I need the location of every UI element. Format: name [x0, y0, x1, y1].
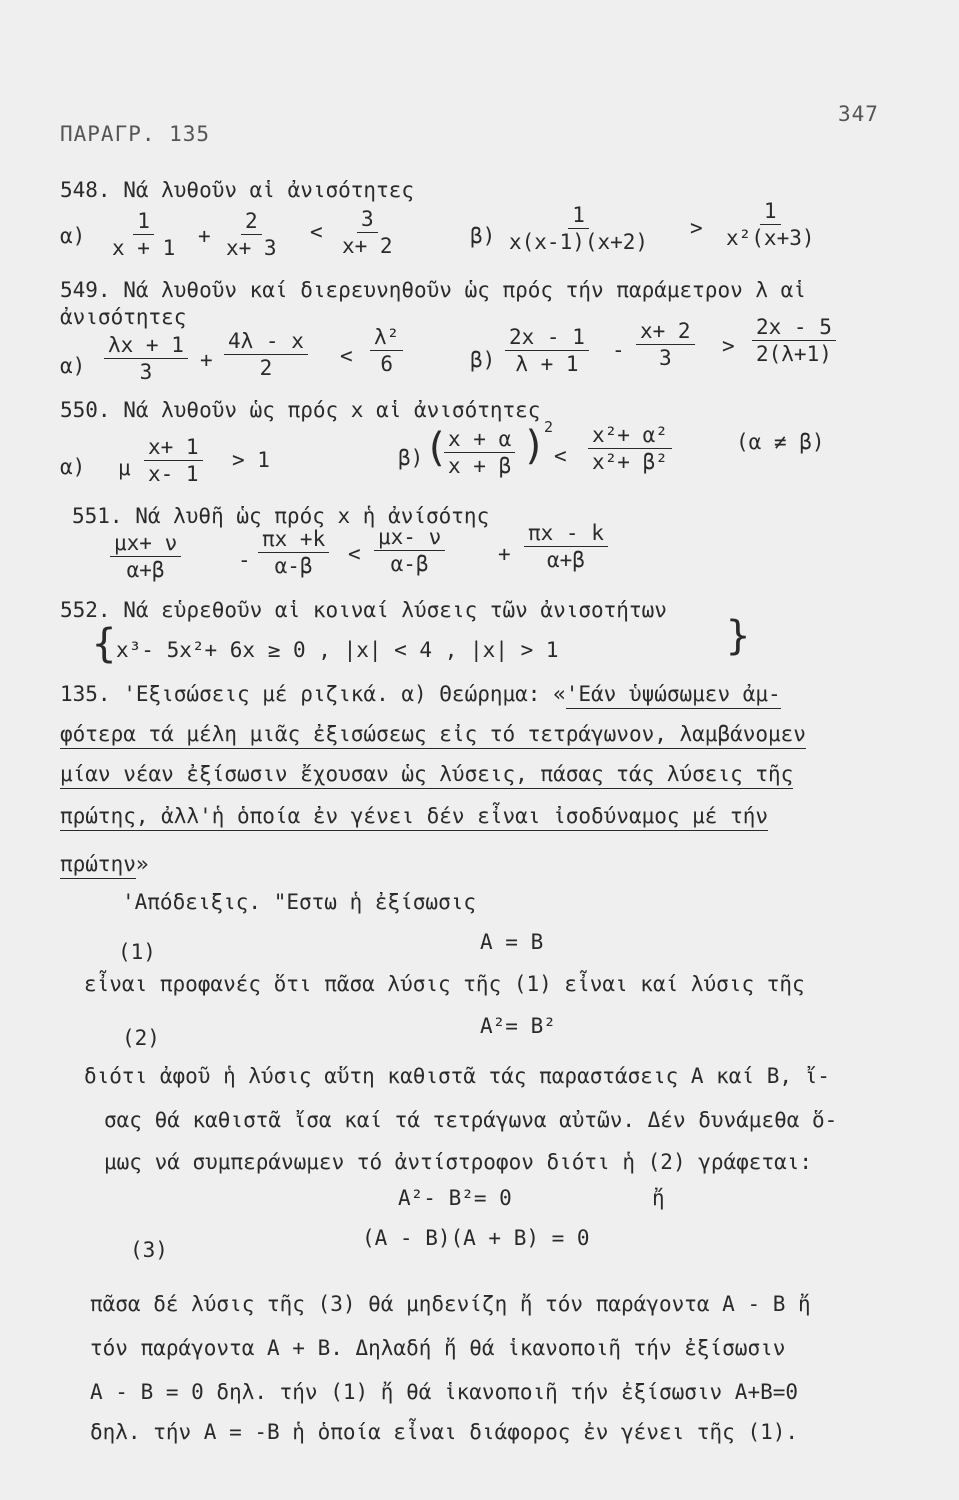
p548-op-3: > — [690, 216, 703, 240]
theorem-line-4 — [60, 804, 768, 828]
p548-a-label: α) — [60, 224, 86, 248]
p548-fraction-2 — [222, 210, 281, 259]
p550-left-paren: ( — [424, 425, 449, 471]
problem-551-title: 551. Νά λυθῆ ὡς πρός x ἡ ἀνίσότης — [72, 504, 490, 528]
denominator: x²(x+3) — [726, 226, 815, 251]
numerator: 2x - 1 — [505, 326, 589, 351]
equation-4: (A - B)(A + B) = 0 — [362, 1226, 590, 1250]
problem-549-title-2: ἀνισότητες — [60, 305, 187, 329]
proof-line-6: πᾶσα δέ λύσις τῆς (3) θά μηδενίζη ἤ τόν παράγοντα A - B ἤ — [90, 1292, 811, 1316]
theorem-line-5 — [60, 852, 149, 876]
p549-fraction-1 — [104, 334, 188, 383]
p550-op-2: < — [554, 444, 567, 468]
numerator: 1 — [760, 200, 781, 225]
denominator: x²+ β² — [592, 450, 668, 475]
numerator: x + α — [444, 428, 515, 453]
p551-fraction-2 — [258, 528, 329, 577]
denominator: x + β — [448, 454, 512, 479]
numerator: 3 — [357, 208, 378, 233]
equation-3: A²- B²= 0 — [398, 1186, 512, 1210]
p550-fraction-3 — [588, 424, 672, 473]
proof-line-9: δηλ. τήν A = -B ἡ ὁποία εἶναι διάφορος ἐν γένει τῆς (1). — [90, 1420, 799, 1444]
proof-line-5: μως νά συμπεράνωμεν τό ἀντίστροφον διότι ἡ (2) γράφεται: — [104, 1150, 813, 1174]
p552-right-brace: } — [726, 613, 751, 659]
numerator: μx- ν — [374, 526, 445, 551]
denominator: 2 — [259, 356, 273, 381]
problem-548-title: 548. Νά λυθοῦν αἱ ἀνισότητες — [60, 178, 415, 202]
p549-op-4: > — [722, 334, 735, 358]
p550-fraction-2 — [444, 428, 515, 477]
p548-fraction-1 — [108, 210, 179, 259]
p552-expression: x³- 5x²+ 6x ≥ 0 , |x| < 4 , |x| > 1 — [116, 638, 559, 662]
p548-b-label: β) — [470, 224, 496, 248]
equation-3-or: ἤ — [652, 1186, 665, 1210]
p549-fraction-4 — [505, 326, 589, 375]
equation-1-label: (1) — [118, 940, 156, 964]
p548-op-1: + — [198, 224, 211, 248]
numerator: πx +k — [258, 528, 329, 553]
p550-fraction-1 — [144, 436, 203, 485]
problem-550-title: 550. Νά λυθοῦν ὡς πρός x αἱ ἀνισότητες — [60, 398, 541, 422]
proof-line-8: A - B = 0 δηλ. τήν (1) ἤ θά ἱκανοποιῆ τήν ἐξίσωσιν A+B=0 — [90, 1380, 799, 1404]
p552-left-brace: { — [92, 621, 117, 667]
p550-a-label: α) — [60, 455, 86, 479]
numerator: 1 — [133, 210, 154, 235]
numerator: x+ 2 — [636, 320, 695, 345]
equation-4-label: (3) — [130, 1238, 168, 1262]
p548-fraction-5 — [722, 200, 819, 249]
equation-2: A²= B² — [480, 1014, 556, 1038]
denominator: x(x-1)(x+2) — [509, 230, 649, 255]
denominator: 2(λ+1) — [756, 342, 832, 367]
theorem-line-2 — [60, 722, 806, 746]
p549-op-1: + — [200, 348, 213, 372]
chapter-header: ΠΑΡΑΓΡ. 135 — [60, 122, 211, 146]
problem-552-title: 552. Νά εὑρεθοῦν αἱ κοιναί λύσεις τῶν ἀνισοτήτων — [60, 598, 667, 622]
numerator: 2 — [241, 210, 262, 235]
denominator: 6 — [380, 352, 393, 377]
proof-line-1: 'Απόδειξις. "Εστω ἡ ἐξίσωσις — [122, 890, 477, 914]
numerator: πx - k — [524, 522, 608, 547]
denominator: x+ 2 — [342, 234, 393, 259]
problem-549-title: 549. Νά λυθοῦν καί διερευνηθοῦν ὡς πρός τήν παράμετρον λ αἱ — [60, 278, 806, 302]
p549-fraction-2 — [224, 330, 308, 379]
theorem-statement-end: πρώτην — [60, 852, 136, 879]
equation-2-label: (2) — [122, 1026, 160, 1050]
numerator: 4λ - x — [224, 330, 308, 355]
p551-op-2: < — [348, 542, 361, 566]
p551-fraction-3 — [374, 526, 445, 575]
denominator: α-β — [390, 552, 429, 577]
p549-a-label: α) — [60, 354, 86, 378]
numerator: x²+ α² — [588, 424, 672, 449]
denominator: λ + 1 — [515, 352, 579, 377]
numerator: 2x - 5 — [752, 316, 836, 341]
denominator: α+β — [126, 558, 165, 583]
p549-fraction-3 — [370, 326, 403, 375]
proof-line-7: τόν παράγοντα A + B. Δηλαδή ἤ θά ἱκανοποιῆ τήν ἐξίσωσιν — [90, 1336, 786, 1360]
p551-fraction-1 — [110, 532, 181, 581]
p550-square: 2 — [544, 418, 554, 436]
page-number: 347 — [838, 102, 879, 126]
p548-op-2: < — [310, 220, 323, 244]
denominator: α+β — [546, 548, 585, 573]
denominator: x+ 3 — [226, 236, 277, 261]
theorem-statement-start: 'Εάν ὑψώσωμεν ἀμ- — [566, 682, 781, 709]
proof-line-3: διότι ἀφοῦ ἡ λύσις αὕτη καθιστᾶ τάς παραστάσεις A καί B, ἴ- — [84, 1064, 830, 1088]
equation-1: A = B — [480, 930, 544, 954]
p550-right-paren: ) — [522, 423, 547, 469]
denominator: 3 — [139, 360, 153, 385]
p549-op-3: - — [612, 338, 625, 362]
p551-fraction-4 — [524, 522, 608, 571]
p550-condition: (α ≠ β) — [736, 430, 825, 454]
p550-mu: μ — [118, 456, 131, 480]
theorem-statement: φότερα τά μέλη μιᾶς ἐξισώσεως εἰς τό τετράγωνον, λαμβάνομεν — [60, 722, 806, 749]
p548-fraction-4 — [505, 204, 652, 253]
p551-op-3: + — [498, 542, 511, 566]
theorem-line-1 — [60, 682, 781, 706]
theorem-line-3 — [60, 762, 793, 786]
proof-line-2: εἶναι προφανές ὅτι πᾶσα λύσις τῆς (1) εἶναι καί λύσις τῆς — [84, 972, 805, 996]
p551-op-1: - — [238, 548, 251, 572]
numerator: x+ 1 — [144, 436, 203, 461]
theorem-statement: πρώτης, ἀλλ'ἡ ὁποία ἐν γένει δέν εἶναι ἰσοδύναμος μέ τήν — [60, 804, 768, 831]
denominator: α-β — [274, 554, 313, 579]
numerator: 1 — [568, 204, 589, 229]
denominator: x + 1 — [112, 236, 176, 261]
numerator: λ² — [370, 326, 403, 351]
theorem-statement: μίαν νέαν ἐξίσωσιν ἔχουσαν ὡς λύσεις, πάσας τάς λύσεις τῆς — [60, 762, 793, 789]
p550-op-1: > 1 — [232, 448, 270, 472]
p549-b-label: β) — [470, 348, 496, 372]
p549-fraction-6 — [752, 316, 836, 365]
closing-quote: » — [135, 852, 149, 876]
denominator: x- 1 — [148, 462, 199, 487]
theorem-heading: 135. 'Εξισώσεις μέ ριζικά. α) Θεώρημα: « — [60, 682, 566, 706]
p549-fraction-5 — [636, 320, 695, 369]
proof-line-4: σας θά καθιστᾶ ἴσα καί τά τετράγωνα αὐτῶν. Δέν δυνάμεθα ὅ- — [104, 1108, 838, 1132]
numerator: λx + 1 — [104, 334, 188, 359]
p550-b-label: β) — [398, 446, 424, 470]
p548-fraction-3 — [338, 208, 397, 257]
denominator: 3 — [658, 346, 672, 371]
numerator: μx+ ν — [110, 532, 181, 557]
p549-op-2: < — [340, 344, 353, 368]
